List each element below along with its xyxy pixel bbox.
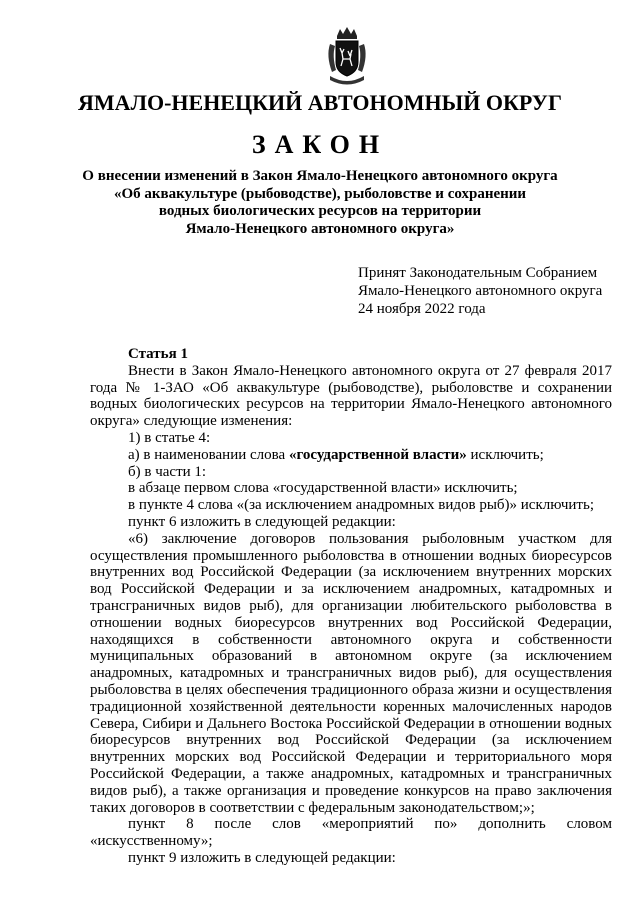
adoption-block xyxy=(358,264,628,318)
amendment-quote: «6) заключение договоров пользования рыболовным участком для осуществления промышленного рыболовства в отношении водных биоресурсов внутренних вод Российской Федерации (за исключением внутренних морских вод Российской Федерации и за исключением анадромных, катадромных и трансграничных видов рыб), для организации любительского рыболовства в отношении водных биоресурсов внутренних вод Российской Федерации, находящихся в собственности автономного округа и собственности муниципальных образований в автономном округе (за исключением анадромных, катадромных и трансграничных видов рыб), для осуществления рыболовства в целях обеспечения традиционного образа жизни и осуществления традиционной хозяйственной деятельности коренных малочисленных народов Севера, Сибири и Дальнего Востока Российской Федерации в отношении водных биоресурсов внутренних вод Российской Федерации (за исключением внутренних морских вод Российской Федерации и территориального моря Российской Федерации, а также анадромных, катадромных и трансграничных видов рыб), а также организация и проведение конкурсов на право заключения таких договоров в соответствии с федеральным законодательством;»; xyxy=(90,530,612,816)
heading-line: водных биологических ресурсов на территории xyxy=(158,203,482,219)
heading-line: «Об аквакультуре (рыбоводстве), рыболовстве и сохранении xyxy=(113,185,527,202)
amendment-item: в абзаце первом слова «государственной власти» исключить; xyxy=(128,480,518,497)
amendment-item: пункт 8 после слов «мероприятий по» дополнить словом «искусственному»; xyxy=(90,816,612,850)
article-intro: Внести в Закон Ямало-Ненецкого автономного округа от 27 февраля 2017 года № 1-ЗАО «Об аквакультуре (рыбоводстве), рыболовстве и сохранении водных биологических ресурсов на территории Ямало-Ненецкого автономного округа» следующие изменения: xyxy=(90,362,612,430)
adoption-line: Принят Законодательным Собранием xyxy=(358,265,598,281)
heading-line: О внесении изменений в Закон Ямало-Ненецкого автономного округа xyxy=(82,168,558,184)
adoption-line: Ямало-Ненецкого автономного округа xyxy=(358,283,603,299)
heading-line: Ямало-Ненецкого автономного округа» xyxy=(185,220,455,237)
document-body xyxy=(90,346,612,867)
article-title: Статья 1 xyxy=(128,346,188,362)
adoption-date: 24 ноября 2022 года xyxy=(358,301,486,317)
amendment-item: пункт 9 изложить в следующей редакции: xyxy=(128,849,396,866)
document-type: ЗАКОН xyxy=(251,130,389,159)
region-title: ЯМАЛО-НЕНЕЦКИЙ АВТОНОМНЫЙ ОКРУГ xyxy=(78,90,562,115)
amendment-item: б) в части 1: xyxy=(128,463,207,480)
coat-of-arms-icon xyxy=(324,26,370,86)
amendment-item: а) в наименовании слова «государственной власти» исключить; xyxy=(128,446,544,463)
document-heading xyxy=(70,168,570,238)
amendment-item: 1) в статье 4: xyxy=(128,429,211,446)
amendment-item: пункт 6 изложить в следующей редакции: xyxy=(128,513,396,530)
amendment-item: в пункте 4 слова «(за исключением анадромных видов рыб)» исключить; xyxy=(128,497,594,514)
bold-phrase: «государственной власти» xyxy=(288,446,467,463)
